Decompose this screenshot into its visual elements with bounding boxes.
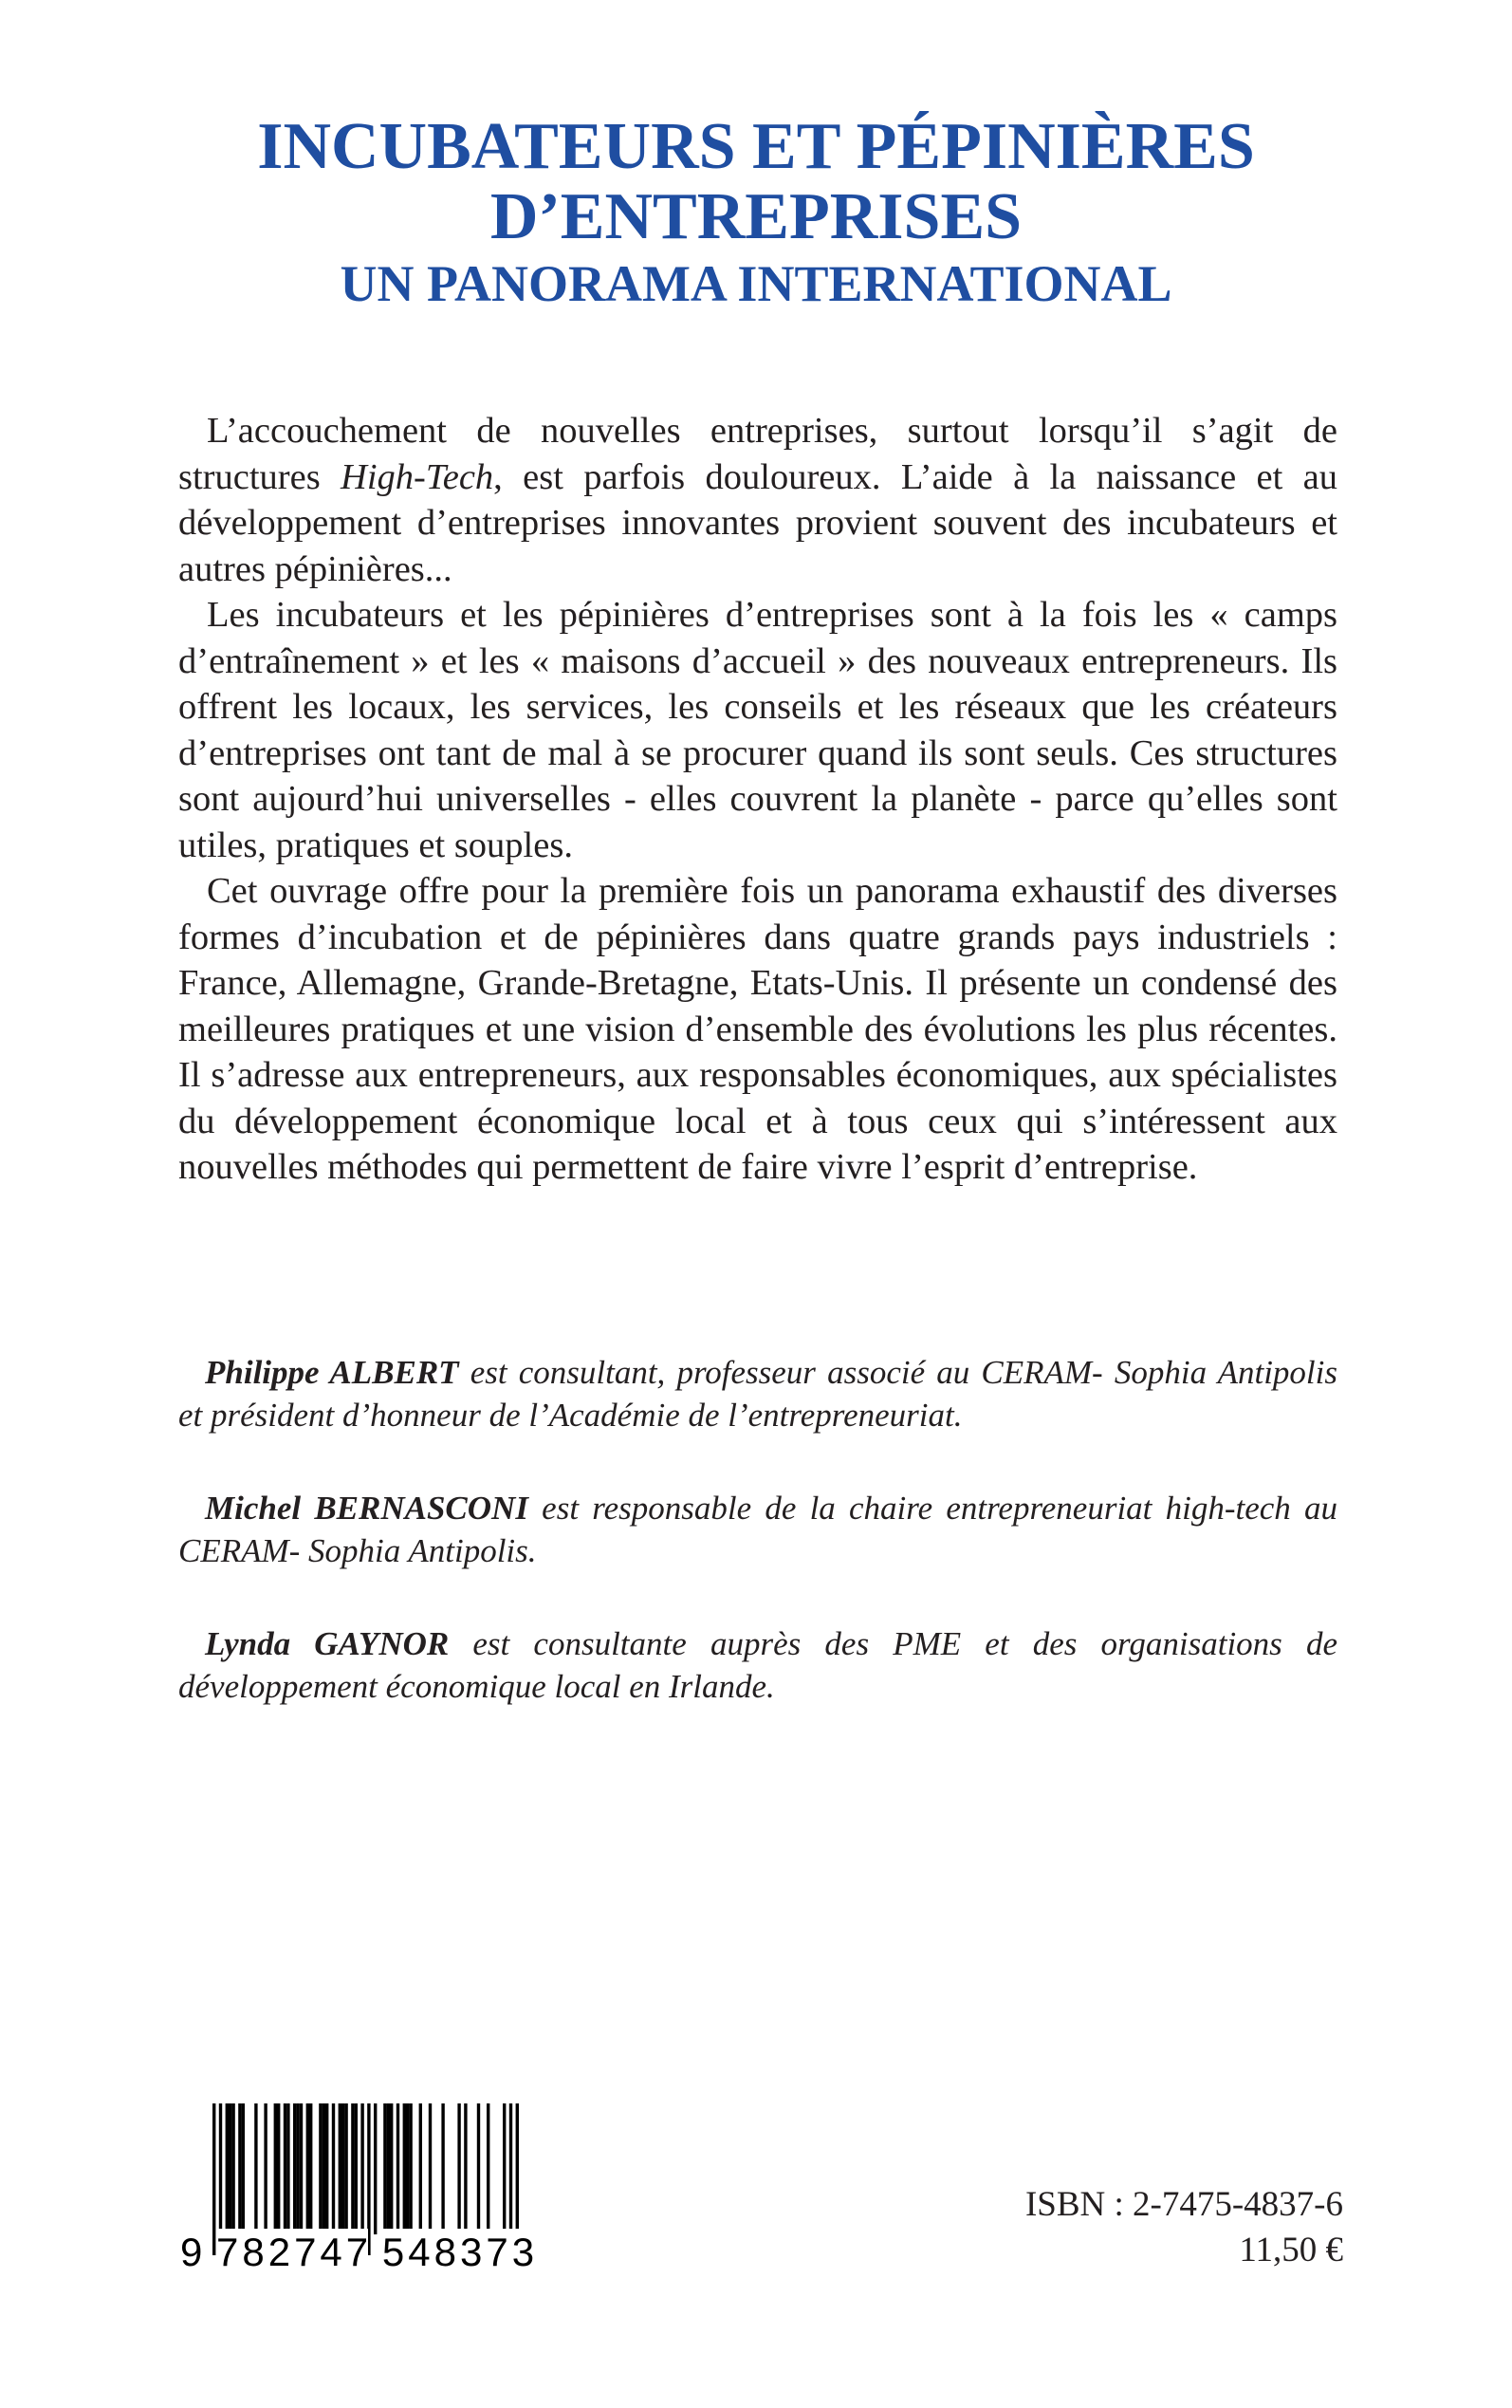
author-name: Michel BERNASCONI [205,1490,528,1527]
barcode-left-group: 782747 [216,2230,373,2274]
blurb-paragraph-1 [178,408,1337,592]
blurb-paragraph-3: Cet ouvrage offre pour la première fois un panorama exhaustif des diverses formes d’incubation et de pépinières dans quatre grands pays industriels : France, Allemagne, Grande-Bretagne, Etats-Unis. Il présente un condensé des meilleures pratiques et une vision d’ensemble des évolutions les plus récentes. Il s’adresse aux entrepreneurs, aux responsables économiques, aux spécialistes du développement économique local et à tous ceux qui s’intéressent aux nouvelles méthodes qui permettent de faire vivre l’esprit d’entreprise. [178,871,1337,1187]
author-bio-text: est consultant, professeur associé au CERAM- Sophia Antipolis et président d’honneur de l’Académie de l’entrepreneuriat. [178,1354,1337,1434]
price: 11,50 € [1239,2231,1343,2269]
barcode-bar [254,2103,257,2234]
barcode-bar [429,2103,432,2234]
barcode-bar [306,2103,309,2234]
title-block [0,112,1512,313]
isbn-barcode [180,2103,560,2274]
barcode-bar [339,2103,341,2234]
barcode-bar [229,2103,231,2234]
barcode-bar [383,2103,386,2234]
barcode-right-group: 548373 [381,2230,539,2274]
barcode-bar [284,2103,286,2234]
barcode-bar [390,2103,393,2234]
barcode-bar [309,2103,312,2234]
barcode-bar [457,2103,460,2234]
book-title-line-1: INCUBATEURS ET PÉPINIÈRES [257,110,1255,183]
barcode-bar [296,2103,299,2234]
barcode-bar [355,2103,358,2234]
book-title-line-2: D’ENTREPRISES [489,180,1023,253]
barcode-bar [242,2103,245,2234]
barcode-bar [319,2103,322,2234]
author-bio [178,1351,1337,1436]
barcode-bar [238,2103,241,2234]
barcode-bar [274,2103,277,2234]
author-name: Lynda GAYNOR [205,1625,450,1662]
blurb-p1-end: , est parfois douloureux. L’aide à la naissance et au développement d’entreprises innovantes provient souvent des incubateurs et autres pépinières... [178,456,1337,589]
isbn-price-block [1025,2182,1343,2273]
barcode-bar [325,2103,328,2234]
author-bio-text: est responsable de la chaire entrepreneuriat high-tech au CERAM- Sophia Antipolis. [178,1490,1337,1569]
barcode-bar [503,2103,506,2234]
barcode-bar [419,2103,422,2234]
barcode-bar [323,2103,325,2234]
barcode-bar [351,2103,354,2234]
barcode-bar [487,2103,489,2234]
blurb-p1-emphasis: High-Tech [341,456,494,497]
barcode-bar [477,2103,480,2234]
barcode-bar [374,2103,377,2234]
barcode-bar [396,2103,399,2234]
barcode-bar [441,2103,444,2234]
barcode-bar [341,2103,344,2234]
author-bio-text: est consultante auprès des PME et des organisations de développement économique local en Irlande. [178,1625,1337,1705]
book-subtitle: UN PANORAMA INTERNATIONAL [340,255,1172,312]
blurb [178,408,1337,1191]
blurb-p1-start: L’accouchement de nouvelles entreprises, surtout lorsqu’il s’agit de structures [178,411,1337,497]
barcode-bar [286,2103,289,2234]
barcode-bar [403,2103,406,2234]
isbn-number: ISBN : 2-7475-4837-6 [1024,2185,1343,2224]
barcode-bar [464,2103,467,2234]
barcode-bar [409,2103,412,2234]
barcode-bar [387,2103,390,2234]
barcode-digits [180,2229,560,2276]
barcode-bar [226,2103,229,2234]
author-bio [178,1487,1337,1572]
blurb-paragraph-2: Les incubateurs et les pépinières d’entreprises sont à la fois les « camps d’entraînement » et les « maisons d’accueil » des nouveaux entrepreneurs. Ils offrent les locaux, les services, les conseils et les réseaux que les créateurs d’entreprises ont tant de mal à se procurer quand ils sont seuls. Ces structures sont aujourd’hui universelles - elles couvrent la planète - parce qu’elles sont utiles, pratiques et souples. [178,595,1337,865]
barcode-bar [406,2103,409,2234]
barcode-bar [332,2103,335,2234]
barcode-bar [277,2103,280,2234]
barcode-bar [300,2103,303,2234]
author-name: Philippe ALBERT [205,1354,459,1391]
barcode-bar [344,2103,347,2234]
author-bios [178,1351,1337,1758]
barcode-bar [264,2103,267,2234]
barcode-bar [231,2103,234,2234]
barcode-bar [293,2103,296,2234]
barcode-first-digit: 9 [180,2230,203,2274]
author-bio [178,1622,1337,1708]
